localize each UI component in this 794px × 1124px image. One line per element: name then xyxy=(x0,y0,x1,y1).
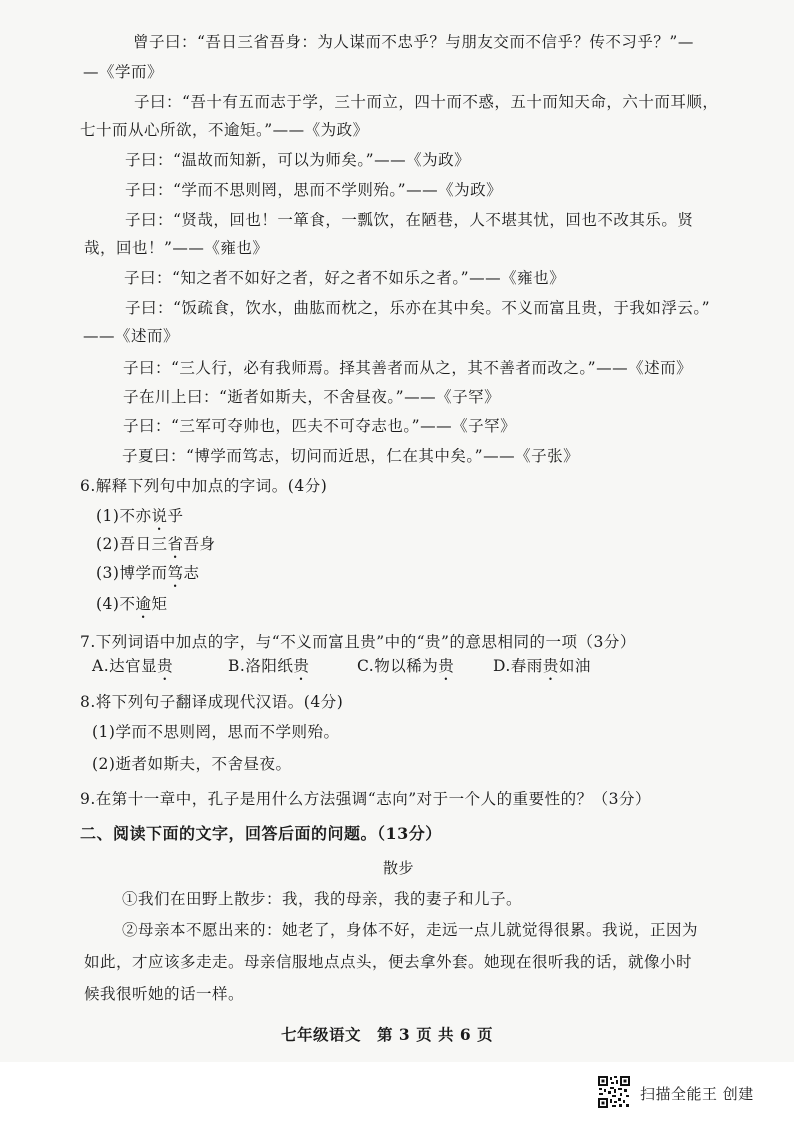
passage-line: ——《述而》 xyxy=(83,327,180,345)
question-6-item: (1)不亦说乎 xyxy=(96,507,184,525)
qr-code-icon xyxy=(597,1075,631,1109)
passage-line: 子曰：“贤哉，回也！一箪食，一瓢饮，在陋巷，人不堪其忧，回也不改其乐。贤 xyxy=(125,211,694,229)
passage-line: 子曰：“三军可夺帅也，匹夫不可夺志也。”——《子罕》 xyxy=(123,417,517,435)
passage-line: 子曰：“温故而知新，可以为师矣。”——《为政》 xyxy=(125,151,471,169)
passage-paragraph-2-line: 如此，才应该多走走。母亲信服地点点头，便去拿外套。她现在很听我的话，就像小时 xyxy=(84,953,693,971)
section-2-heading: 二、阅读下面的文字，回答后面的问题。（13分） xyxy=(80,824,442,843)
passage-line: 子在川上曰：“逝者如斯夫，不舍昼夜。”——《子罕》 xyxy=(123,388,501,406)
question-9-stem: 9.在第十一章中，孔子是用什么方法强调“志向”对于一个人的重要性的？（3分） xyxy=(80,790,652,808)
question-8-item: (1)学而不思则罔，思而不学则殆。 xyxy=(92,723,340,741)
question-6-item: (2)吾日三省吾身 xyxy=(96,535,216,553)
question-7-option-b: B.洛阳纸贵 xyxy=(228,657,310,675)
question-6-item: (3)博学而笃志 xyxy=(96,564,200,582)
passage-line: 哉，回也！”——《雍也》 xyxy=(84,239,269,257)
question-7-option-a: A.达官显贵 xyxy=(92,657,174,675)
passage-line: —《学而》 xyxy=(83,63,164,81)
question-6-stem: 6.解释下列句中加点的字词。(4分) xyxy=(80,477,328,495)
question-8-stem: 8.将下列句子翻译成现代汉语。(4分) xyxy=(80,693,344,711)
question-7-stem: 7.下列词语中加点的字，与“不义而富且贵”中的“贵”的意思相同的一项（3分） xyxy=(80,633,636,651)
question-7-option-d: D.春雨贵如油 xyxy=(493,657,591,675)
passage-line: 曾子曰：“吾日三省吾身：为人谋而不忠乎？与朋友交而不信乎？传不习乎？”— xyxy=(133,33,694,51)
passage-line: 子曰：“饭疏食，饮水，曲肱而枕之，乐亦在其中矣。不义而富且贵，于我如浮云。” xyxy=(125,299,711,317)
passage-title: 散步 xyxy=(383,859,415,877)
passage-paragraph-2-line: 候我很听她的话一样。 xyxy=(84,985,245,1003)
passage-line: 子曰：“学而不思则罔，思而不学则殆。”——《为政》 xyxy=(125,181,503,199)
question-8-item: (2)逝者如斯夫，不舍昼夜。 xyxy=(92,755,292,773)
passage-line: 子曰：“知之者不如好之者，好之者不如乐之者。”——《雍也》 xyxy=(124,269,566,287)
passage-paragraph-1: ①我们在田野上散步：我，我的母亲，我的妻子和儿子。 xyxy=(122,890,523,908)
passage-line: 七十而从心所欲，不逾矩。”——《为政》 xyxy=(80,121,369,139)
passage-line: 子夏曰：“博学而笃志，切问而近思，仁在其中矣。”——《子张》 xyxy=(122,447,580,465)
passage-line: 子曰：“三人行，必有我师焉。择其善者而从之，其不善者而改之。”——《述而》 xyxy=(123,359,693,377)
question-6-item: (4)不逾矩 xyxy=(96,595,168,613)
page-footer: 七年级语文 第 3 页 共 6 页 xyxy=(281,1025,494,1044)
scanner-app-label: 扫描全能王 创建 xyxy=(640,1085,754,1103)
passage-paragraph-2-line: ②母亲本不愿出来的：她老了，身体不好，走远一点儿就觉得很累。我说，正因为 xyxy=(122,921,699,939)
question-7-option-c: C.物以稀为贵 xyxy=(357,657,455,675)
passage-line: 子曰：“吾十有五而志于学，三十而立，四十而不惑，五十而知天命，六十而耳顺， xyxy=(134,93,719,111)
